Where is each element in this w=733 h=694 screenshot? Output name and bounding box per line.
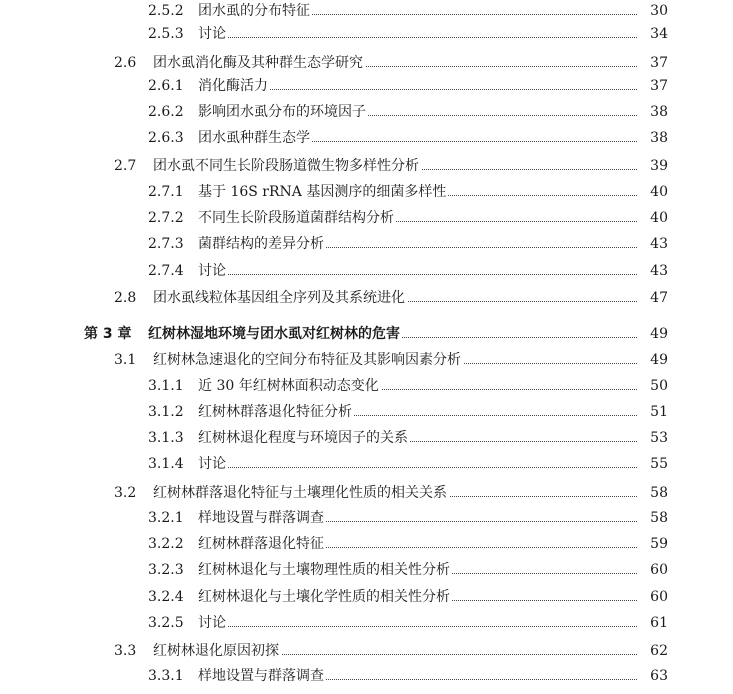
- toc-entry[interactable]: [0, 640, 733, 662]
- toc-entry-number: 2.6: [114, 55, 137, 71]
- toc-entry[interactable]: [0, 665, 733, 687]
- toc-entry[interactable]: [0, 482, 733, 504]
- toc-entry-title: 讨论: [198, 23, 228, 45]
- toc-dot-leader: [198, 37, 637, 38]
- toc-entry-page: 60: [650, 562, 668, 578]
- toc-entry[interactable]: [0, 75, 733, 97]
- toc-entry-title: 讨论: [198, 453, 228, 475]
- toc-entry-page: 43: [650, 236, 668, 252]
- toc-entry-title: 团水虱消化酶及其种群生态学研究: [153, 52, 365, 74]
- toc-entry-page: 30: [650, 3, 668, 19]
- toc-entry-number: 3.2.1: [148, 510, 184, 526]
- toc-entry[interactable]: [0, 181, 733, 203]
- toc-entry-page: 49: [650, 326, 668, 342]
- toc-entry[interactable]: [0, 23, 733, 45]
- toc-entry-title: 近 30 年红树林面积动态变化: [198, 375, 381, 397]
- toc-entry-page: 51: [650, 404, 668, 420]
- toc-entry-number: 3.1.3: [148, 430, 184, 446]
- toc-entry[interactable]: [0, 427, 733, 449]
- toc-entry-title: 菌群结构的差异分析: [198, 233, 326, 255]
- toc-entry-number: 2.7.3: [148, 236, 184, 252]
- toc-entry-number: 3.2.3: [148, 562, 184, 578]
- toc-entry-number: 2.7: [114, 158, 137, 174]
- toc-entry-page: 62: [650, 643, 668, 659]
- toc-entry-number: 2.6.2: [148, 104, 184, 120]
- toc-entry[interactable]: [0, 155, 733, 177]
- toc-entry-title: 红树林退化原因初探: [153, 640, 281, 662]
- toc-entry[interactable]: [0, 559, 733, 581]
- toc-entry-title: 样地设置与群落调查: [198, 507, 326, 529]
- toc-entry[interactable]: [0, 52, 733, 74]
- toc-entry-page: 58: [650, 510, 668, 526]
- toc-entry[interactable]: [0, 287, 733, 309]
- toc-entry-title: 红树林退化与土壤化学性质的相关性分析: [198, 586, 452, 608]
- toc-entry-number: 3.1.2: [148, 404, 184, 420]
- toc-entry-page: 34: [650, 26, 668, 42]
- toc-entry-page: 47: [650, 290, 668, 306]
- toc-entry-number: 3.1: [114, 352, 137, 368]
- toc-entry-page: 58: [650, 485, 668, 501]
- toc-dot-leader: [198, 626, 637, 627]
- toc-entry-page: 50: [650, 378, 668, 394]
- toc-entry-page: 61: [650, 615, 668, 631]
- toc-entry[interactable]: [0, 101, 733, 123]
- toc-entry[interactable]: [0, 0, 733, 22]
- toc-entry-page: 37: [650, 55, 668, 71]
- toc-chapter-entry[interactable]: [0, 323, 733, 345]
- toc-entry-title: 红树林急速退化的空间分布特征及其影响因素分析: [153, 349, 463, 371]
- toc-entry-page: 38: [650, 104, 668, 120]
- toc-entry-title: 讨论: [198, 260, 228, 282]
- toc-entry[interactable]: [0, 349, 733, 371]
- toc-entry-number: 2.5.3: [148, 26, 184, 42]
- toc-entry-page: 40: [650, 184, 668, 200]
- toc-entry[interactable]: [0, 207, 733, 229]
- toc-entry-number: 3.1.1: [148, 378, 184, 394]
- toc-entry-page: 40: [650, 210, 668, 226]
- toc-entry[interactable]: [0, 507, 733, 529]
- toc-entry[interactable]: [0, 260, 733, 282]
- toc-entry-page: 55: [650, 456, 668, 472]
- toc-entry-title: 红树林退化与土壤物理性质的相关性分析: [198, 559, 452, 581]
- toc-entry-title: 团水虱的分布特征: [198, 0, 312, 22]
- toc-entry-page: 59: [650, 536, 668, 552]
- toc-entry-number: 2.5.2: [148, 3, 184, 19]
- toc-entry-page: 63: [650, 668, 668, 684]
- toc-entry-number: 3.2.5: [148, 615, 184, 631]
- toc-entry-title: 红树林群落退化特征分析: [198, 401, 354, 423]
- toc-entry-title: 红树林湿地环境与团水虱对红树林的危害: [148, 323, 402, 345]
- toc-entry[interactable]: [0, 375, 733, 397]
- toc-entry-number: 2.7.1: [148, 184, 184, 200]
- toc-entry-number: 3.3.1: [148, 668, 184, 684]
- toc-entry-title: 消化酶活力: [198, 75, 270, 97]
- toc-entry-page: 43: [650, 263, 668, 279]
- toc-entry[interactable]: [0, 453, 733, 475]
- toc-dot-leader: [198, 274, 637, 275]
- toc-entry-page: 37: [650, 78, 668, 94]
- toc-entry[interactable]: [0, 233, 733, 255]
- toc-entry[interactable]: [0, 612, 733, 634]
- toc-entry-number: 2.6.1: [148, 78, 184, 94]
- toc-entry-title: 基于 16S rRNA 基因测序的细菌多样性: [198, 181, 448, 203]
- toc-entry-number: 3.1.4: [148, 456, 184, 472]
- toc-entry-page: 49: [650, 352, 668, 368]
- toc-entry-title: 不同生长阶段肠道菌群结构分析: [198, 207, 396, 229]
- toc-entry-title: 讨论: [198, 612, 228, 634]
- toc-entry-title: 红树林群落退化特征与土壤理化性质的相关关系: [153, 482, 449, 504]
- toc-entry-title: 影响团水虱分布的环境因子: [198, 101, 368, 123]
- toc-entry-number: 2.8: [114, 290, 137, 306]
- toc-entry[interactable]: [0, 533, 733, 555]
- toc-entry-number: 2.7.4: [148, 263, 184, 279]
- toc-entry-title: 红树林群落退化特征: [198, 533, 326, 555]
- toc-entry-title: 团水虱不同生长阶段肠道微生物多样性分析: [153, 155, 421, 177]
- toc-entry-page: 38: [650, 130, 668, 146]
- toc-entry-title: 团水虱种群生态学: [198, 127, 312, 149]
- toc-entry[interactable]: [0, 586, 733, 608]
- toc-dot-leader: [198, 467, 637, 468]
- toc-entry-title: 红树林退化程度与环境因子的关系: [198, 427, 410, 449]
- toc-entry-title: 团水虱线粒体基因组全序列及其系统进化: [153, 287, 407, 309]
- toc-entry-number: 第 3 章: [84, 326, 132, 342]
- toc-entry[interactable]: [0, 127, 733, 149]
- toc-entry-page: 39: [650, 158, 668, 174]
- toc-entry-number: 3.2: [114, 485, 137, 501]
- toc-entry-page: 60: [650, 589, 668, 605]
- toc-entry-page: 53: [650, 430, 668, 446]
- toc-entry-title: 样地设置与群落调查: [198, 665, 326, 687]
- toc-entry-number: 2.7.2: [148, 210, 184, 226]
- toc-entry-number: 3.2.4: [148, 589, 184, 605]
- toc-entry-number: 3.2.2: [148, 536, 184, 552]
- toc-entry-number: 2.6.3: [148, 130, 184, 146]
- toc-entry-number: 3.3: [114, 643, 137, 659]
- toc-entry[interactable]: [0, 401, 733, 423]
